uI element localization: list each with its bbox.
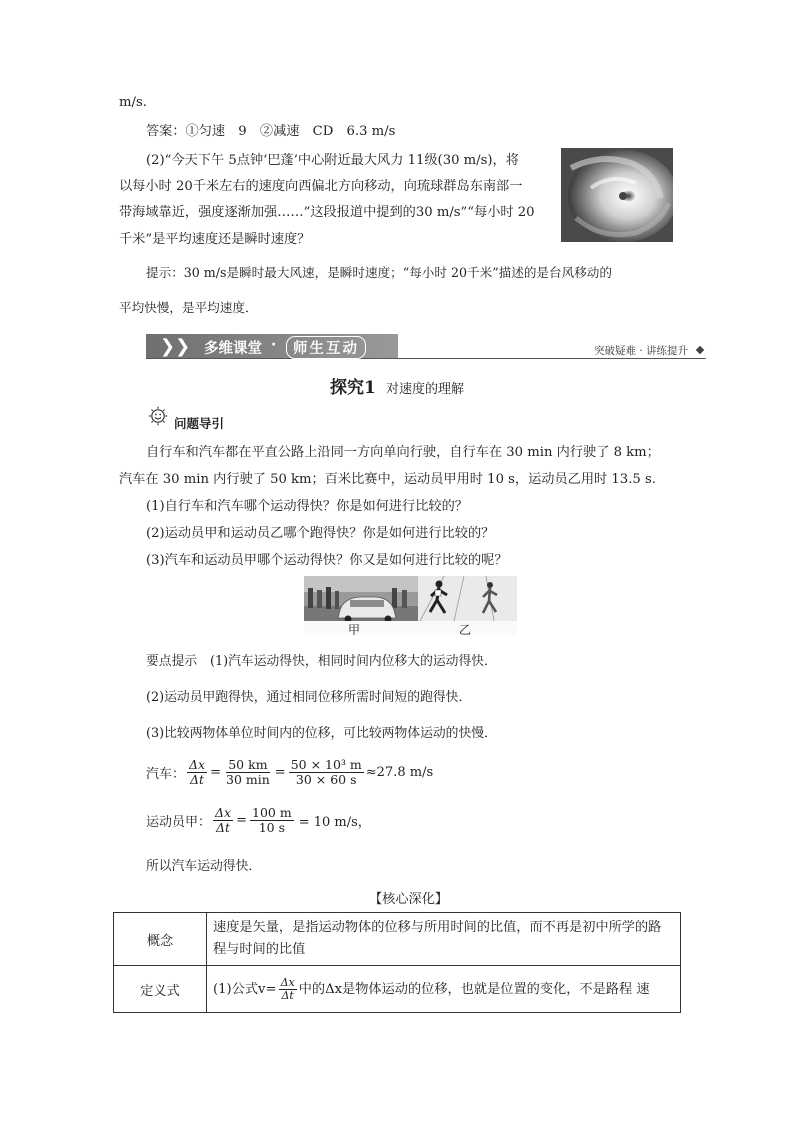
guide-label: 问题导引 xyxy=(174,416,225,431)
hint-line-2: 平均快慢，是平均速度． xyxy=(119,300,258,315)
guide-line-1: 自行车和汽车都在平直公路上沿同一方向单向行驶，自行车在 30 min 内行驶了 8 km； xyxy=(146,445,660,460)
guide-line-2: 汽车在 30 min 内行驶了 50 km；百米比赛中，运动员甲用时 10 s，运动员乙用时 13.5 s. xyxy=(119,472,656,487)
runner-formula-label: 运动员甲： xyxy=(146,815,212,830)
runner-formula xyxy=(146,806,371,835)
car-fraction-1-den: Δt xyxy=(190,772,205,787)
runner-fraction-1 xyxy=(213,806,233,835)
section-banner xyxy=(146,334,706,360)
core-row-key: 概念 xyxy=(114,913,207,966)
car-fraction-1 xyxy=(187,758,207,787)
car-fraction-2 xyxy=(224,758,272,787)
core-formula-fraction xyxy=(279,977,297,1002)
section-heading xyxy=(330,373,464,398)
car-eq-1: = xyxy=(210,765,221,780)
guide-line-4: (2)运动员甲和运动员乙哪个跑得快？你是如何进行比较的？ xyxy=(146,526,495,541)
car-fraction-3-den: 30 × 60 s xyxy=(295,772,357,787)
runner-eq-1: = xyxy=(236,813,247,828)
guide-line-3: (1)自行车和汽车哪个运动得快？你是如何进行比较的？ xyxy=(146,499,468,514)
car-fraction-3 xyxy=(289,758,364,787)
core-table xyxy=(113,912,681,1013)
car-formula-label: 汽车： xyxy=(146,767,186,782)
car-eq-2: = xyxy=(274,765,286,780)
core-row-text: 速度是矢量，是指运动物体的位移与所用时间的比值，而不再是初中所学的路程与时间的比值 xyxy=(207,913,681,966)
banner-left-label-a: 多维课堂 xyxy=(204,341,262,357)
chevron-icon: ❯❯ xyxy=(160,336,191,357)
guide-line-5: (3)汽车和运动员甲哪个运动得快？你又是如何进行比较的呢？ xyxy=(146,553,508,568)
section-title: 对速度的理解 xyxy=(385,382,464,397)
race-photo xyxy=(304,576,517,635)
question-2-line-4: 千米”是平均速度还是瞬时速度？ xyxy=(119,232,311,247)
banner-left-label-b: 师生互动 xyxy=(286,336,366,359)
photo-label-jia: 甲 xyxy=(348,623,361,635)
core-formula-num: Δx xyxy=(280,975,295,989)
smiley-icon xyxy=(148,406,168,430)
car-fraction-3-num: 50 × 10³ m xyxy=(290,757,362,772)
car-fraction-1-num: Δx xyxy=(189,757,206,772)
car-result: ≈27.8 m/s xyxy=(365,765,434,780)
photo-label-yi: 乙 xyxy=(459,623,472,635)
section-number: 探究1 xyxy=(330,378,376,398)
table-row xyxy=(114,913,681,966)
runner-fraction-1-den: Δt xyxy=(216,820,231,835)
runner-fraction-2 xyxy=(250,806,294,835)
runner-fraction-2-den: 10 s xyxy=(258,820,285,835)
unit-tail: m/s. xyxy=(119,95,147,110)
table-row xyxy=(114,966,681,1013)
car-fraction-2-den: 30 min xyxy=(226,772,270,787)
answer-line: 答案：①匀速 9 ②减速 CD 6.3 m/s xyxy=(146,124,396,139)
runner-fraction-1-num: Δx xyxy=(215,805,232,820)
banner-dot: · xyxy=(271,337,277,353)
runner-result: = 10 m/s， xyxy=(298,815,371,830)
points-line-2: (2)运动员甲跑得快，通过相同位移所需时间短的跑得快． xyxy=(146,690,472,705)
points-line-3: (3)比较两物体单位时间内的位移，可比较两物体运动的快慢． xyxy=(146,726,497,741)
points-line-1: 要点提示 (1)汽车运动得快，相同时间内位移大的运动得快． xyxy=(146,654,497,669)
car-formula xyxy=(146,758,433,787)
car-fraction-2-num: 50 km xyxy=(228,757,268,772)
core-title: 【核心深化】 xyxy=(369,892,449,907)
core-formula-post: 中的Δx是物体运动的位移，也就是位置的变化，不是路程 速 xyxy=(298,981,650,997)
diamond-icon xyxy=(696,346,704,354)
typhoon-satellite-image xyxy=(561,148,673,242)
core-row-formula xyxy=(207,966,681,1013)
core-row-key: 定义式 xyxy=(114,966,207,1013)
question-2-line-1: (2)“今天下午 5点钟‘巴蓬’中心附近最大风力 11级(30 m/s)，将 xyxy=(146,153,519,168)
conclusion-line: 所以汽车运动得快． xyxy=(146,859,262,874)
hint-line-1: 提示：30 m/s是瞬时最大风速，是瞬时速度；“每小时 20千米”描述的是台风移动的 xyxy=(146,265,612,280)
core-formula-pre: (1)公式v= xyxy=(213,981,277,997)
question-2-line-2: 以每小时 20千米左右的速度向西偏北方向移动，向琉球群岛东南部一 xyxy=(119,179,523,194)
banner-right-label: 突破疑难 · 讲练提升 xyxy=(594,345,689,357)
runner-fraction-2-num: 100 m xyxy=(252,805,292,820)
core-formula-den: Δt xyxy=(281,988,294,1002)
question-2-line-3: 带海域靠近，强度逐渐加强……”这段报道中提到的30 m/s”“每小时 20 xyxy=(119,205,535,220)
